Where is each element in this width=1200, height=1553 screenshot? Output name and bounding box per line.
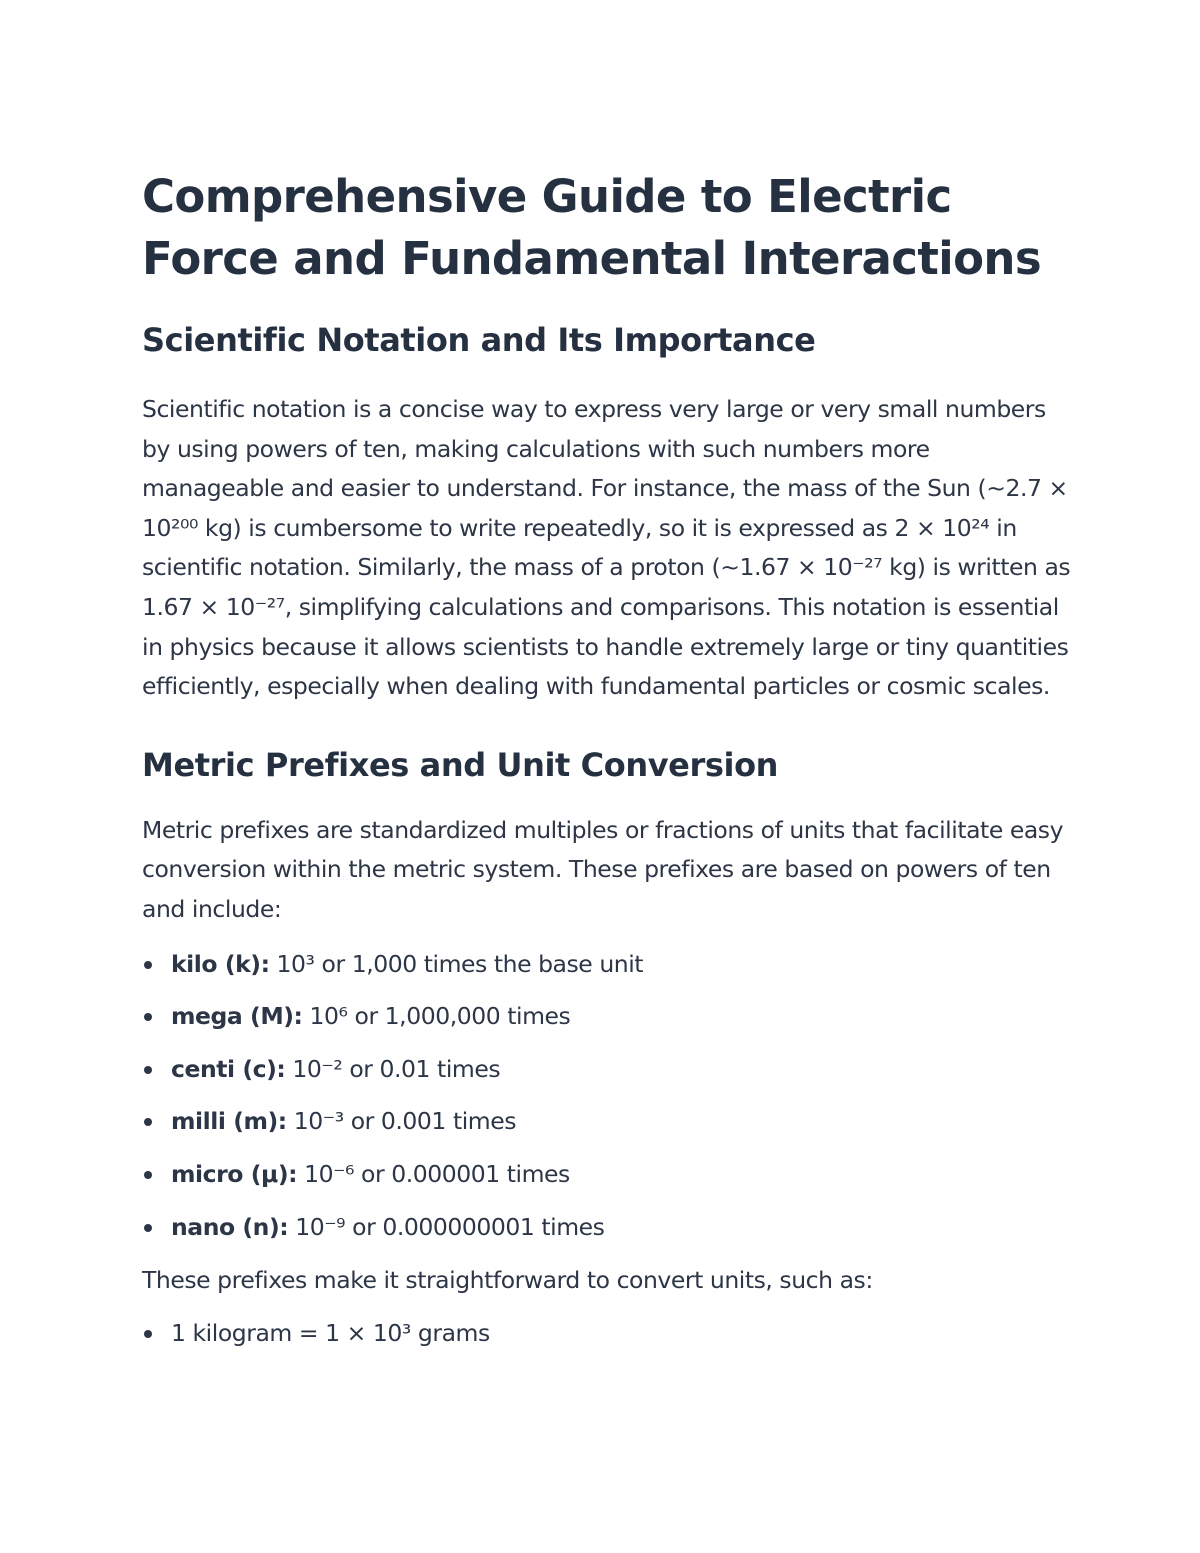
list-item <box>142 938 1072 991</box>
conversion-intro-paragraph: These prefixes make it straightforward to convert units, such as: <box>142 1266 873 1295</box>
prefix-term: centi (c): <box>171 1054 286 1083</box>
prefix-description: 10⁻³ or 0.001 times <box>286 1107 517 1136</box>
metric-prefixes-paragraph: Metric prefixes are standardized multiples or fractions of units that facilitate easy conversion within the metric system. These prefixes are based on powers of ten and include: <box>142 815 1064 923</box>
bullet-icon <box>144 961 152 969</box>
prefix-description: 10⁻² or 0.01 times <box>285 1054 501 1083</box>
conversion-text: 1 kilogram = 1 × 10³ grams <box>171 1318 490 1347</box>
list-item <box>142 990 1072 1043</box>
prefix-description: 10⁻⁶ or 0.000001 times <box>297 1159 570 1188</box>
prefix-term: micro (μ): <box>171 1159 298 1188</box>
prefix-term: nano (n): <box>171 1212 289 1241</box>
section-heading-metric-prefixes: Metric Prefixes and Unit Conversion <box>142 745 779 784</box>
prefix-term: milli (m): <box>171 1107 287 1136</box>
document-page <box>142 166 1072 1359</box>
prefix-term: kilo (k): <box>171 949 270 978</box>
bullet-icon <box>144 1013 152 1021</box>
list-item <box>142 1201 1072 1254</box>
prefix-description: 10⁻⁹ or 0.000000001 times <box>288 1212 605 1241</box>
bullet-icon <box>144 1224 152 1232</box>
section-heading-scientific-notation: Scientific Notation and Its Importance <box>142 321 816 359</box>
bullet-icon <box>144 1171 152 1179</box>
list-item <box>142 1148 1072 1201</box>
conversion-list <box>142 1307 1072 1360</box>
list-item <box>142 1307 1072 1360</box>
bullet-icon <box>144 1118 152 1126</box>
bullet-icon <box>144 1066 152 1074</box>
bullet-icon <box>144 1330 152 1338</box>
list-item <box>142 1043 1072 1096</box>
prefix-list <box>142 938 1072 1254</box>
prefix-term: mega (M): <box>171 1002 303 1031</box>
scientific-notation-paragraph: Scientific notation is a concise way to express very large or very small numbers by using powers of ten, making calculations with such numbers more manageable and easier to understand. For instance, the mass of the Sun (~2.7 × 10²⁰⁰ kg) is cumbersome to write repeatedly, so it is expressed as 2 × 10²⁴ in scientific notation. Similarly, the mass of a proton (~1.67 × 10⁻²⁷ kg) is written as 1.67 × 10⁻²⁷, simplifying calculations and comparisons. This notation is essential in physics because it allows scientists to handle extremely large or tiny quantities efficiently, especially when dealing with fundamental particles or cosmic scales. <box>142 395 1071 701</box>
page-title: Comprehensive Guide to Electric Force and Fundamental Interactions <box>142 170 1042 285</box>
prefix-description: 10⁶ or 1,000,000 times <box>302 1002 571 1031</box>
prefix-description: 10³ or 1,000 times the base unit <box>269 949 644 978</box>
list-item <box>142 1095 1072 1148</box>
